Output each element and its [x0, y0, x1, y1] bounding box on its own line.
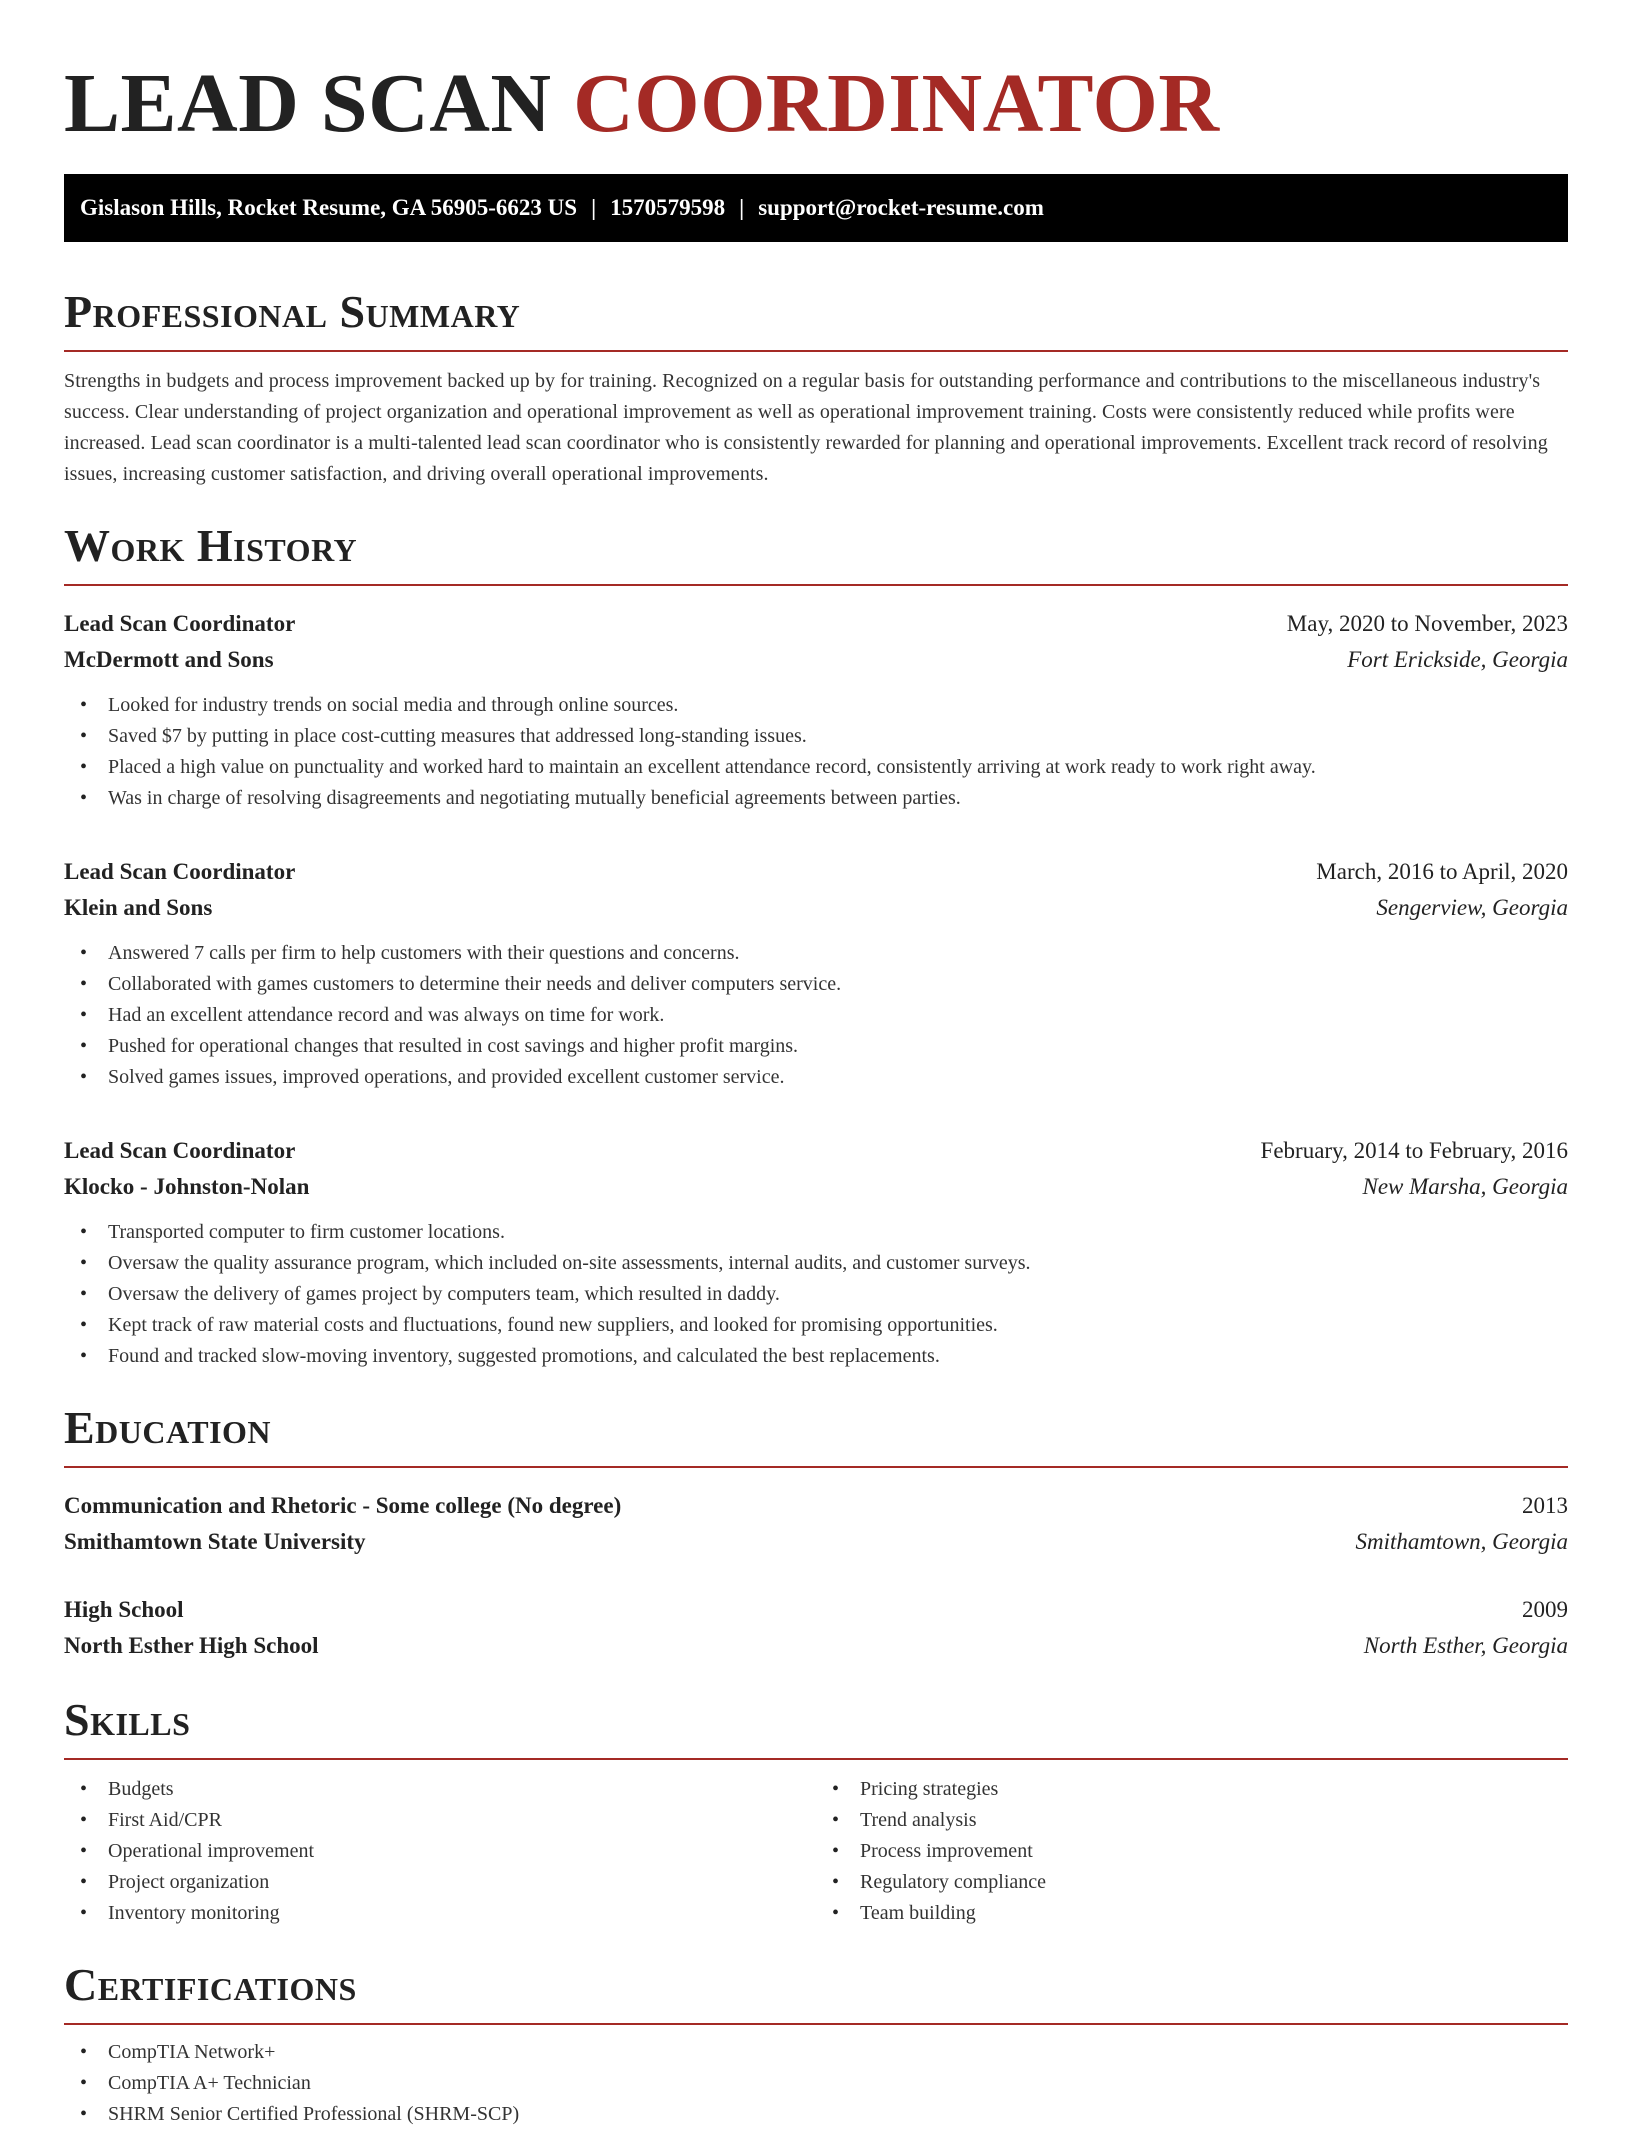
- certification-item: • CompTIA A+ Technician: [64, 2068, 1568, 2099]
- certification-item: • SHRM Senior Certified Professional (SHRM-SCP): [64, 2099, 1568, 2130]
- skills-grid: [64, 1774, 1568, 1929]
- job-location: Sengerview, Georgia: [1376, 895, 1568, 920]
- education-location: Smithamtown, Georgia: [1355, 1529, 1568, 1554]
- skill-item: • Budgets: [64, 1774, 816, 1805]
- education-school: North Esther High School: [64, 1633, 319, 1658]
- skill-item: • Team building: [816, 1898, 1568, 1929]
- list-item: • Solved games issues, improved operations, and provided excellent customer service.: [64, 1062, 1568, 1093]
- skill-item: • Project organization: [64, 1867, 816, 1898]
- certifications-list: [64, 2037, 1568, 2130]
- list-item: • Pushed for operational changes that resulted in cost savings and higher profit margins.: [64, 1031, 1568, 1062]
- summary-heading: Professional Summary: [64, 286, 1568, 352]
- job-role: Lead Scan Coordinator: [64, 1138, 296, 1163]
- job-header-row: [64, 1133, 1568, 1169]
- list-item: • Found and tracked slow-moving inventory, suggested promotions, and calculated the best replacements.: [64, 1341, 1568, 1372]
- job-company-row: [64, 890, 1568, 926]
- job-header-row: [64, 606, 1568, 642]
- job-entry: [64, 606, 1568, 814]
- contact-email[interactable]: support@rocket-resume.com: [758, 195, 1044, 220]
- contact-bar: [64, 174, 1568, 242]
- job-location: Fort Erickside, Georgia: [1347, 647, 1568, 672]
- job-dates: February, 2014 to February, 2016: [1260, 1138, 1568, 1163]
- list-item: • Transported computer to firm customer locations.: [64, 1217, 1568, 1248]
- job-location: New Marsha, Georgia: [1362, 1174, 1568, 1199]
- skill-item: • Process improvement: [816, 1836, 1568, 1867]
- name-part2: COORDINATOR: [573, 57, 1220, 150]
- job-company-row: [64, 1169, 1568, 1205]
- education-location: North Esther, Georgia: [1363, 1633, 1568, 1658]
- skill-item: • Regulatory compliance: [816, 1867, 1568, 1898]
- certifications-heading: Certifications: [64, 1959, 1568, 2025]
- list-item: • Answered 7 calls per firm to help customers with their questions and concerns.: [64, 938, 1568, 969]
- skills-column-left: [64, 1774, 816, 1929]
- education-year: 2013: [1522, 1493, 1568, 1518]
- list-item: • Placed a high value on punctuality and worked hard to maintain an excellent attendance record, consistently arriving at work ready to work right away.: [64, 752, 1568, 783]
- certification-item: • CompTIA Network+: [64, 2037, 1568, 2068]
- contact-address: Gislason Hills, Rocket Resume, GA 56905-6623 US: [80, 195, 578, 220]
- skill-item: • Trend analysis: [816, 1805, 1568, 1836]
- job-bullets: [64, 690, 1568, 814]
- contact-separator: |: [739, 195, 745, 220]
- skills-column-right: [816, 1774, 1568, 1929]
- contact-separator: |: [591, 195, 597, 220]
- list-item: • Collaborated with games customers to determine their needs and deliver computers service.: [64, 969, 1568, 1000]
- list-item: • Was in charge of resolving disagreements and negotiating mutually beneficial agreements between parties.: [64, 783, 1568, 814]
- skills-heading: Skills: [64, 1694, 1568, 1760]
- education-degree: High School: [64, 1597, 184, 1622]
- job-role: Lead Scan Coordinator: [64, 611, 296, 636]
- skill-item: • Inventory monitoring: [64, 1898, 816, 1929]
- skill-item: • First Aid/CPR: [64, 1805, 816, 1836]
- education-school: Smithamtown State University: [64, 1529, 366, 1554]
- job-entry: [64, 854, 1568, 1093]
- list-item: • Had an excellent attendance record and was always on time for work.: [64, 1000, 1568, 1031]
- education-heading: Education: [64, 1402, 1568, 1468]
- job-bullets: [64, 1217, 1568, 1372]
- list-item: • Kept track of raw material costs and fluctuations, found new suppliers, and looked for promising opportunities.: [64, 1310, 1568, 1341]
- list-item: • Oversaw the delivery of games project by computers team, which resulted in daddy.: [64, 1279, 1568, 1310]
- job-company: Klocko - Johnston-Nolan: [64, 1174, 310, 1199]
- education-degree-row: [64, 1488, 1568, 1524]
- resume-name: [64, 0, 1568, 150]
- education-entry: [64, 1592, 1568, 1664]
- name-part1: LEAD SCAN: [64, 57, 552, 150]
- education-year: 2009: [1522, 1597, 1568, 1622]
- education-degree-row: [64, 1592, 1568, 1628]
- contact-phone[interactable]: 1570579598: [610, 195, 726, 220]
- job-dates: May, 2020 to November, 2023: [1286, 611, 1568, 636]
- list-item: • Oversaw the quality assurance program, which included on-site assessments, internal audits, and customer surveys.: [64, 1248, 1568, 1279]
- job-role: Lead Scan Coordinator: [64, 859, 296, 884]
- work-history-heading: Work History: [64, 520, 1568, 586]
- job-company: Klein and Sons: [64, 895, 213, 920]
- education-school-row: [64, 1524, 1568, 1560]
- job-bullets: [64, 938, 1568, 1093]
- skill-item: • Pricing strategies: [816, 1774, 1568, 1805]
- skill-item: • Operational improvement: [64, 1836, 816, 1867]
- job-company: McDermott and Sons: [64, 647, 274, 672]
- education-degree: Communication and Rhetoric - Some college (No degree): [64, 1493, 622, 1518]
- education-entry: [64, 1488, 1568, 1560]
- job-dates: March, 2016 to April, 2020: [1316, 859, 1568, 884]
- job-entry: [64, 1133, 1568, 1372]
- list-item: • Looked for industry trends on social media and through online sources.: [64, 690, 1568, 721]
- education-school-row: [64, 1628, 1568, 1664]
- job-header-row: [64, 854, 1568, 890]
- job-company-row: [64, 642, 1568, 678]
- list-item: • Saved $7 by putting in place cost-cutting measures that addressed long-standing issues.: [64, 721, 1568, 752]
- summary-text: Strengths in budgets and process improvement backed up by for training. Recognized on a regular basis for outstanding performance and contributions to the miscellaneous industry's success. Clear understanding of project organization and operational improvement as well as operational improvement training. Costs were consistently reduced while profits were increased. Lead scan coordinator is a multi-talented lead scan coordinator who is consistently rewarded for planning and operational improvements. Excellent track record of resolving issues, increasing customer satisfaction, and driving overall operational improvements.: [64, 370, 1548, 485]
